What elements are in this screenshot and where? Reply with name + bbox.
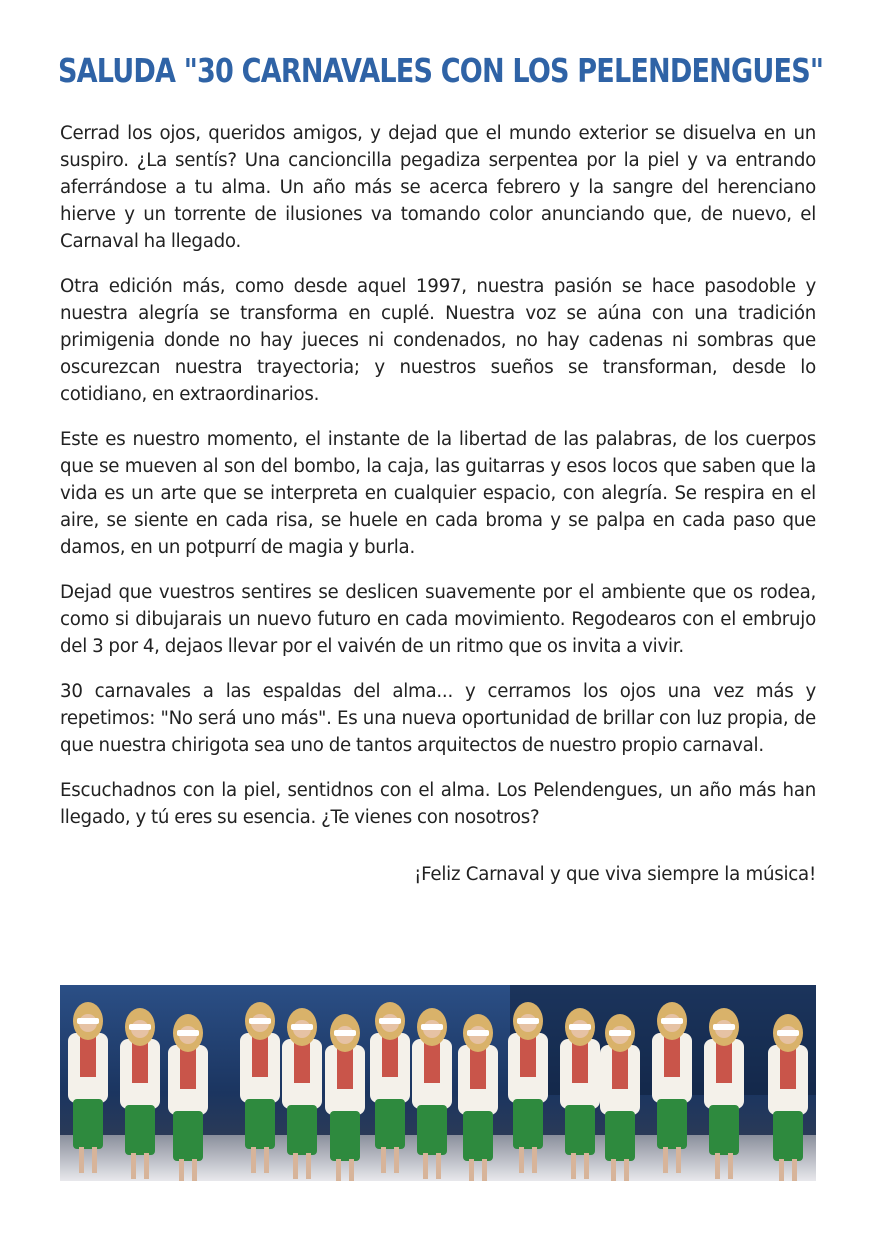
performer-glasses [609, 1030, 631, 1036]
paragraph-2: Otra edición más, como desde aquel 1997, nuestra pasión se hace pasodoble y nuestra alegría se transforma en cuplé. Nuestra voz se aúna con una tradición primigenia donde no hay jueces ni condenados, no hay cadenas ni sombras que oscurezcan nuestra trayectoria; y nuestros sueños se transforman, desde lo cotidiano, en extraordinarios. [60, 276, 816, 405]
performer-skirt [375, 1099, 405, 1149]
performer [600, 1014, 640, 1181]
performer-skirt [773, 1111, 803, 1161]
paragraph-6: Escuchadnos con la piel, sentidnos con el alma. Los Pelendengues, un año más han llegado, y tú eres su esencia. ¿Te vienes con nosotros? [60, 780, 816, 828]
performer [560, 1008, 600, 1179]
performer-leg [469, 1159, 474, 1181]
performer-glasses [713, 1024, 735, 1030]
performer-skirt [605, 1111, 635, 1161]
performer-leg [571, 1153, 576, 1179]
performer [412, 1008, 452, 1179]
performer-leg [676, 1147, 681, 1173]
performer [282, 1008, 322, 1179]
performer-leg [192, 1159, 197, 1181]
group-photo [60, 985, 816, 1181]
closing-line: ¡Feliz Carnaval y que viva siempre la música! [414, 864, 816, 885]
performer-glasses [661, 1018, 683, 1024]
performer-glasses [177, 1030, 199, 1036]
performer-leg [519, 1147, 524, 1173]
performer-leg [293, 1153, 298, 1179]
performer [370, 1002, 410, 1173]
performer-blouse [294, 1043, 310, 1083]
performer-blouse [132, 1043, 148, 1083]
performer-leg [394, 1147, 399, 1173]
page-title: SALUDA "30 CARNAVALES CON LOS PELENDENGUES" [58, 51, 824, 90]
performer-leg [251, 1147, 256, 1173]
performer-blouse [382, 1037, 398, 1077]
performer-skirt [513, 1099, 543, 1149]
performer-blouse [716, 1043, 732, 1083]
performer-skirt [417, 1105, 447, 1155]
performer-blouse [520, 1037, 536, 1077]
performer-leg [482, 1159, 487, 1181]
performer-blouse [252, 1037, 268, 1077]
performer-leg [624, 1159, 629, 1181]
performer-blouse [180, 1049, 196, 1089]
performer-leg [715, 1153, 720, 1179]
performer-leg [423, 1153, 428, 1179]
performer-glasses [334, 1030, 356, 1036]
performer-glasses [517, 1018, 539, 1024]
performer-leg [584, 1153, 589, 1179]
performer-glasses [777, 1030, 799, 1036]
performer-skirt [287, 1105, 317, 1155]
performer-leg [349, 1159, 354, 1181]
performer-leg [79, 1147, 84, 1173]
performer [458, 1014, 498, 1181]
group-photo-illustration [60, 985, 816, 1181]
performer-leg [779, 1159, 784, 1181]
performer-blouse [664, 1037, 680, 1077]
performer-leg [792, 1159, 797, 1181]
performer [652, 1002, 692, 1173]
performer [120, 1008, 160, 1179]
performer [508, 1002, 548, 1173]
performer-leg [92, 1147, 97, 1173]
performer-leg [131, 1153, 136, 1179]
performer-leg [306, 1153, 311, 1179]
performer-skirt [657, 1099, 687, 1149]
performer-glasses [379, 1018, 401, 1024]
performer-blouse [572, 1043, 588, 1083]
performer-blouse [470, 1049, 486, 1089]
paragraph-4: Dejad que vuestros sentires se deslicen suavemente por el ambiente que os rodea, como si dibujarais un nuevo futuro en cada movimiento. Regodearos con el embrujo del 3 por 4, dejaos llevar por el vaivén de un ritmo que os invita a vivir. [60, 582, 816, 657]
performer-blouse [80, 1037, 96, 1077]
performer-skirt [125, 1105, 155, 1155]
performer-leg [336, 1159, 341, 1181]
performer-leg [728, 1153, 733, 1179]
performer-blouse [612, 1049, 628, 1089]
performer-leg [532, 1147, 537, 1173]
performer [325, 1014, 365, 1181]
performer-glasses [129, 1024, 151, 1030]
performer-leg [381, 1147, 386, 1173]
performer-skirt [245, 1099, 275, 1149]
performer-skirt [173, 1111, 203, 1161]
performer [704, 1008, 744, 1179]
performer [68, 1002, 108, 1173]
performer [768, 1014, 808, 1181]
performer-blouse [337, 1049, 353, 1089]
performer-skirt [565, 1105, 595, 1155]
performer-leg [179, 1159, 184, 1181]
performer-glasses [291, 1024, 313, 1030]
performer-leg [144, 1153, 149, 1179]
performer [240, 1002, 280, 1173]
paragraph-1: Cerrad los ojos, queridos amigos, y dejad que el mundo exterior se disuelva en un suspiro. ¿La sentís? Una cancioncilla pegadiza serpentea por la piel y va entrando aferrándose a tu alma. Un año más se acerca febrero y la sangre del herenciano hierve y un torrente de ilusiones va tomando color anunciando que, de nuevo, el Carnaval ha llegado. [60, 123, 816, 252]
page-content [58, 48, 824, 888]
paragraph-5: 30 carnavales a las espaldas del alma... y cerramos los ojos una vez más y repetimos: "No será uno más". Es una nueva oportunidad de brillar con luz propia, de que nuestra chirigota sea uno de tantos arquitectos de nuestro propio carnaval. [60, 681, 816, 756]
performer-skirt [330, 1111, 360, 1161]
performer-leg [264, 1147, 269, 1173]
performer-skirt [709, 1105, 739, 1155]
performer-blouse [424, 1043, 440, 1083]
performer-leg [436, 1153, 441, 1179]
performer-leg [611, 1159, 616, 1181]
performer [168, 1014, 208, 1181]
performer-leg [663, 1147, 668, 1173]
performer-skirt [463, 1111, 493, 1161]
paragraph-3: Este es nuestro momento, el instante de la libertad de las palabras, de los cuerpos que se mueven al son del bombo, la caja, las guitarras y esos locos que saben que la vida es un arte que se interpreta en cualquier espacio, con alegría. Se respira en el aire, se siente en cada risa, se huele en cada broma y se palpa en cada paso que damos, en un potpurrí de magia y burla. [60, 429, 816, 558]
performer-glasses [77, 1018, 99, 1024]
performer-glasses [249, 1018, 271, 1024]
performer-glasses [467, 1030, 489, 1036]
performer-skirt [73, 1099, 103, 1149]
performer-glasses [421, 1024, 443, 1030]
performer-blouse [780, 1049, 796, 1089]
performer-glasses [569, 1024, 591, 1030]
